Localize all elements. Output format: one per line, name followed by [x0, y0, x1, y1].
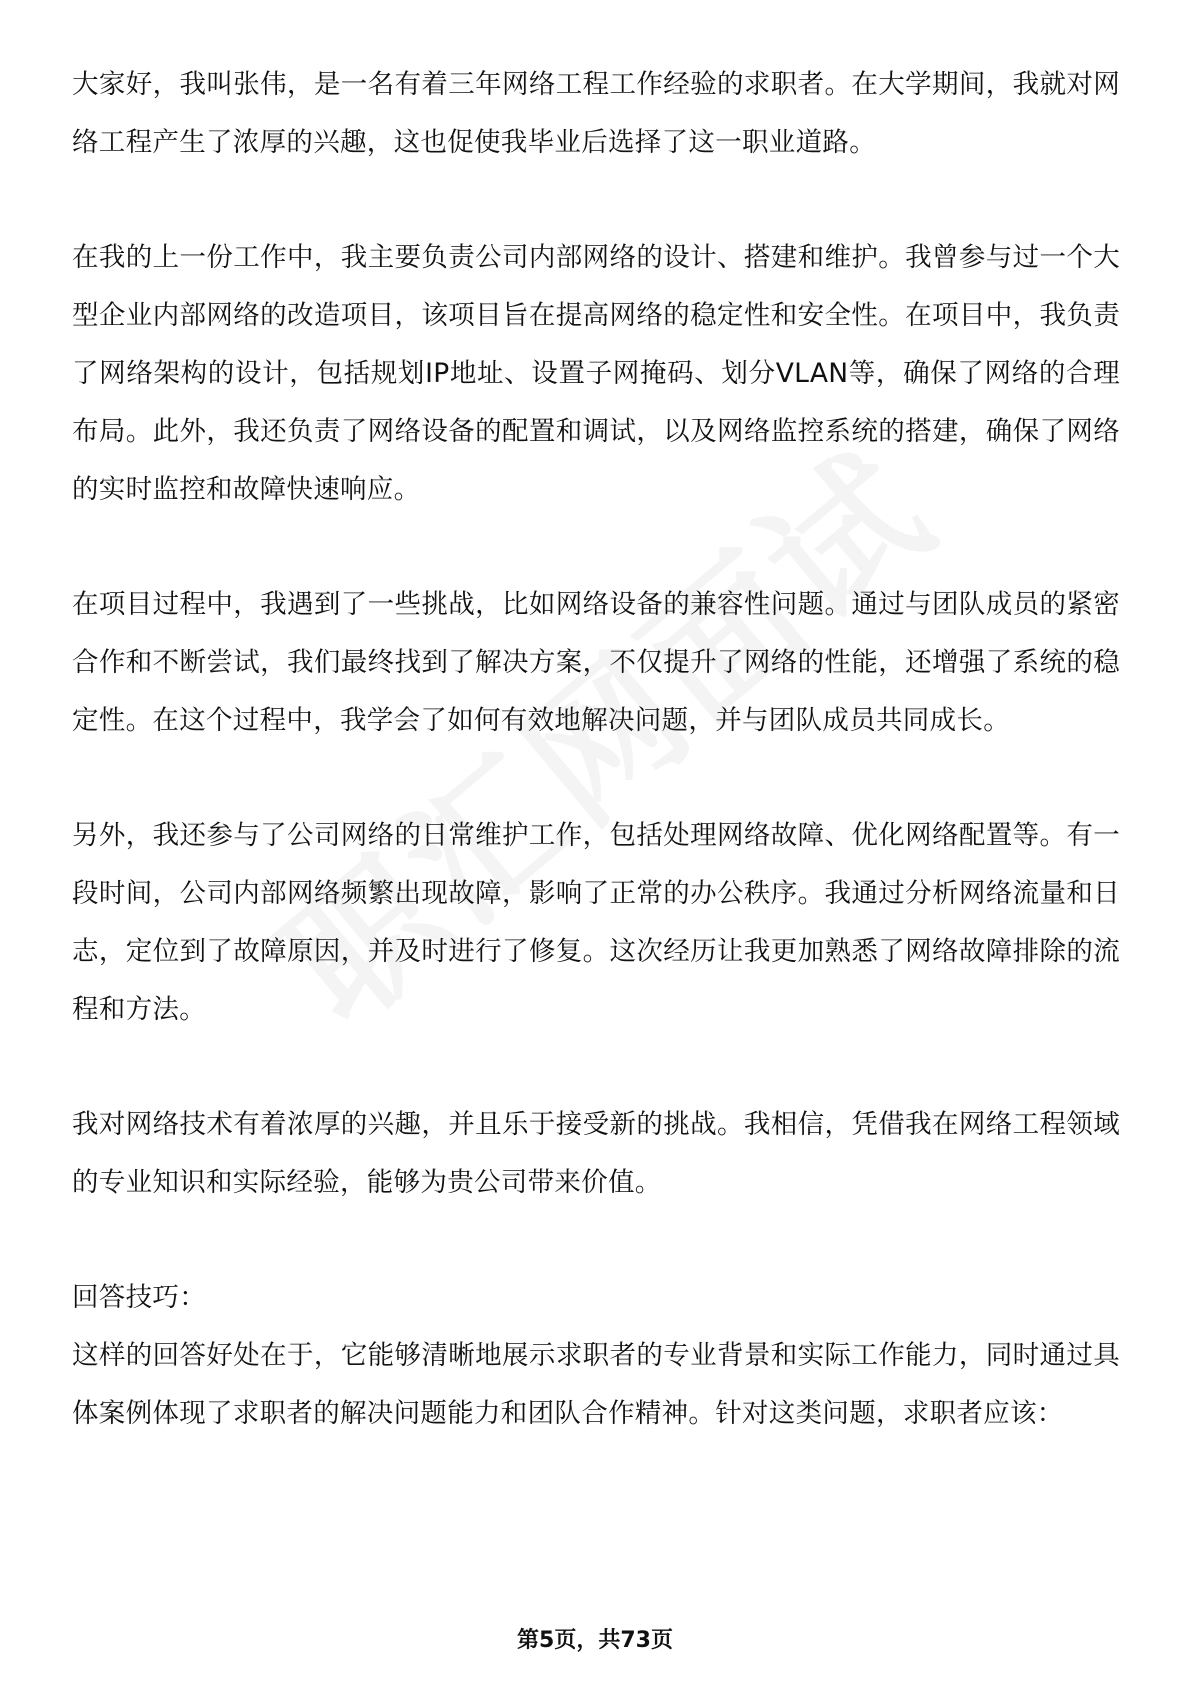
paragraph-project-challenges: 在项目过程中，我遇到了一些挑战，比如网络设备的兼容性问题。通过与团队成员的紧密合作和不断尝试，我们最终找到了解决方案，不仅提升了网络的性能，还增强了系统的稳定性。在这个过程中，我学会了如何有效地解决问题，并与团队成员共同成长。: [72, 589, 1120, 736]
tips-heading: 回答技巧：: [72, 1282, 206, 1313]
paragraph-introduction: 大家好，我叫张伟，是一名有着三年网络工程工作经验的求职者。在大学期间，我就对网络工程产生了浓厚的兴趣，这也促使我毕业后选择了这一职业道路。: [72, 69, 1120, 158]
tips-body: 这样的回答好处在于，它能够清晰地展示求职者的专业背景和实际工作能力，同时通过具体案例体现了求职者的解决问题能力和团队合作精神。针对这类问题，求职者应该：: [72, 1340, 1120, 1429]
paragraph-daily-maintenance: 另外，我还参与了公司网络的日常维护工作，包括处理网络故障、优化网络配置等。有一段时间，公司内部网络频繁出现故障，影响了正常的办公秩序。我通过分析网络流量和日志，定位到了故障原因，并及时进行了修复。这次经历让我更加熟悉了网络故障排除的流程和方法。: [72, 820, 1120, 1025]
document-body: [72, 56, 1120, 1443]
page-number: 第5页，共73页: [517, 1628, 673, 1653]
paragraph-previous-job: 在我的上一份工作中，我主要负责公司内部网络的设计、搭建和维护。我曾参与过一个大型企业内部网络的改造项目，该项目旨在提高网络的稳定性和安全性。在项目中，我负责了网络架构的设计，包括规划IP地址、设置子网掩码、划分VLAN等，确保了网络的合理布局。此外，我还负责了网络设备的配置和调试，以及网络监控系统的搭建，确保了网络的实时监控和故障快速响应。: [72, 242, 1120, 505]
paragraph-conclusion: 我对网络技术有着浓厚的兴趣，并且乐于接受新的挑战。我相信，凭借我在网络工程领域的专业知识和实际经验，能够为贵公司带来价值。: [72, 1109, 1120, 1198]
